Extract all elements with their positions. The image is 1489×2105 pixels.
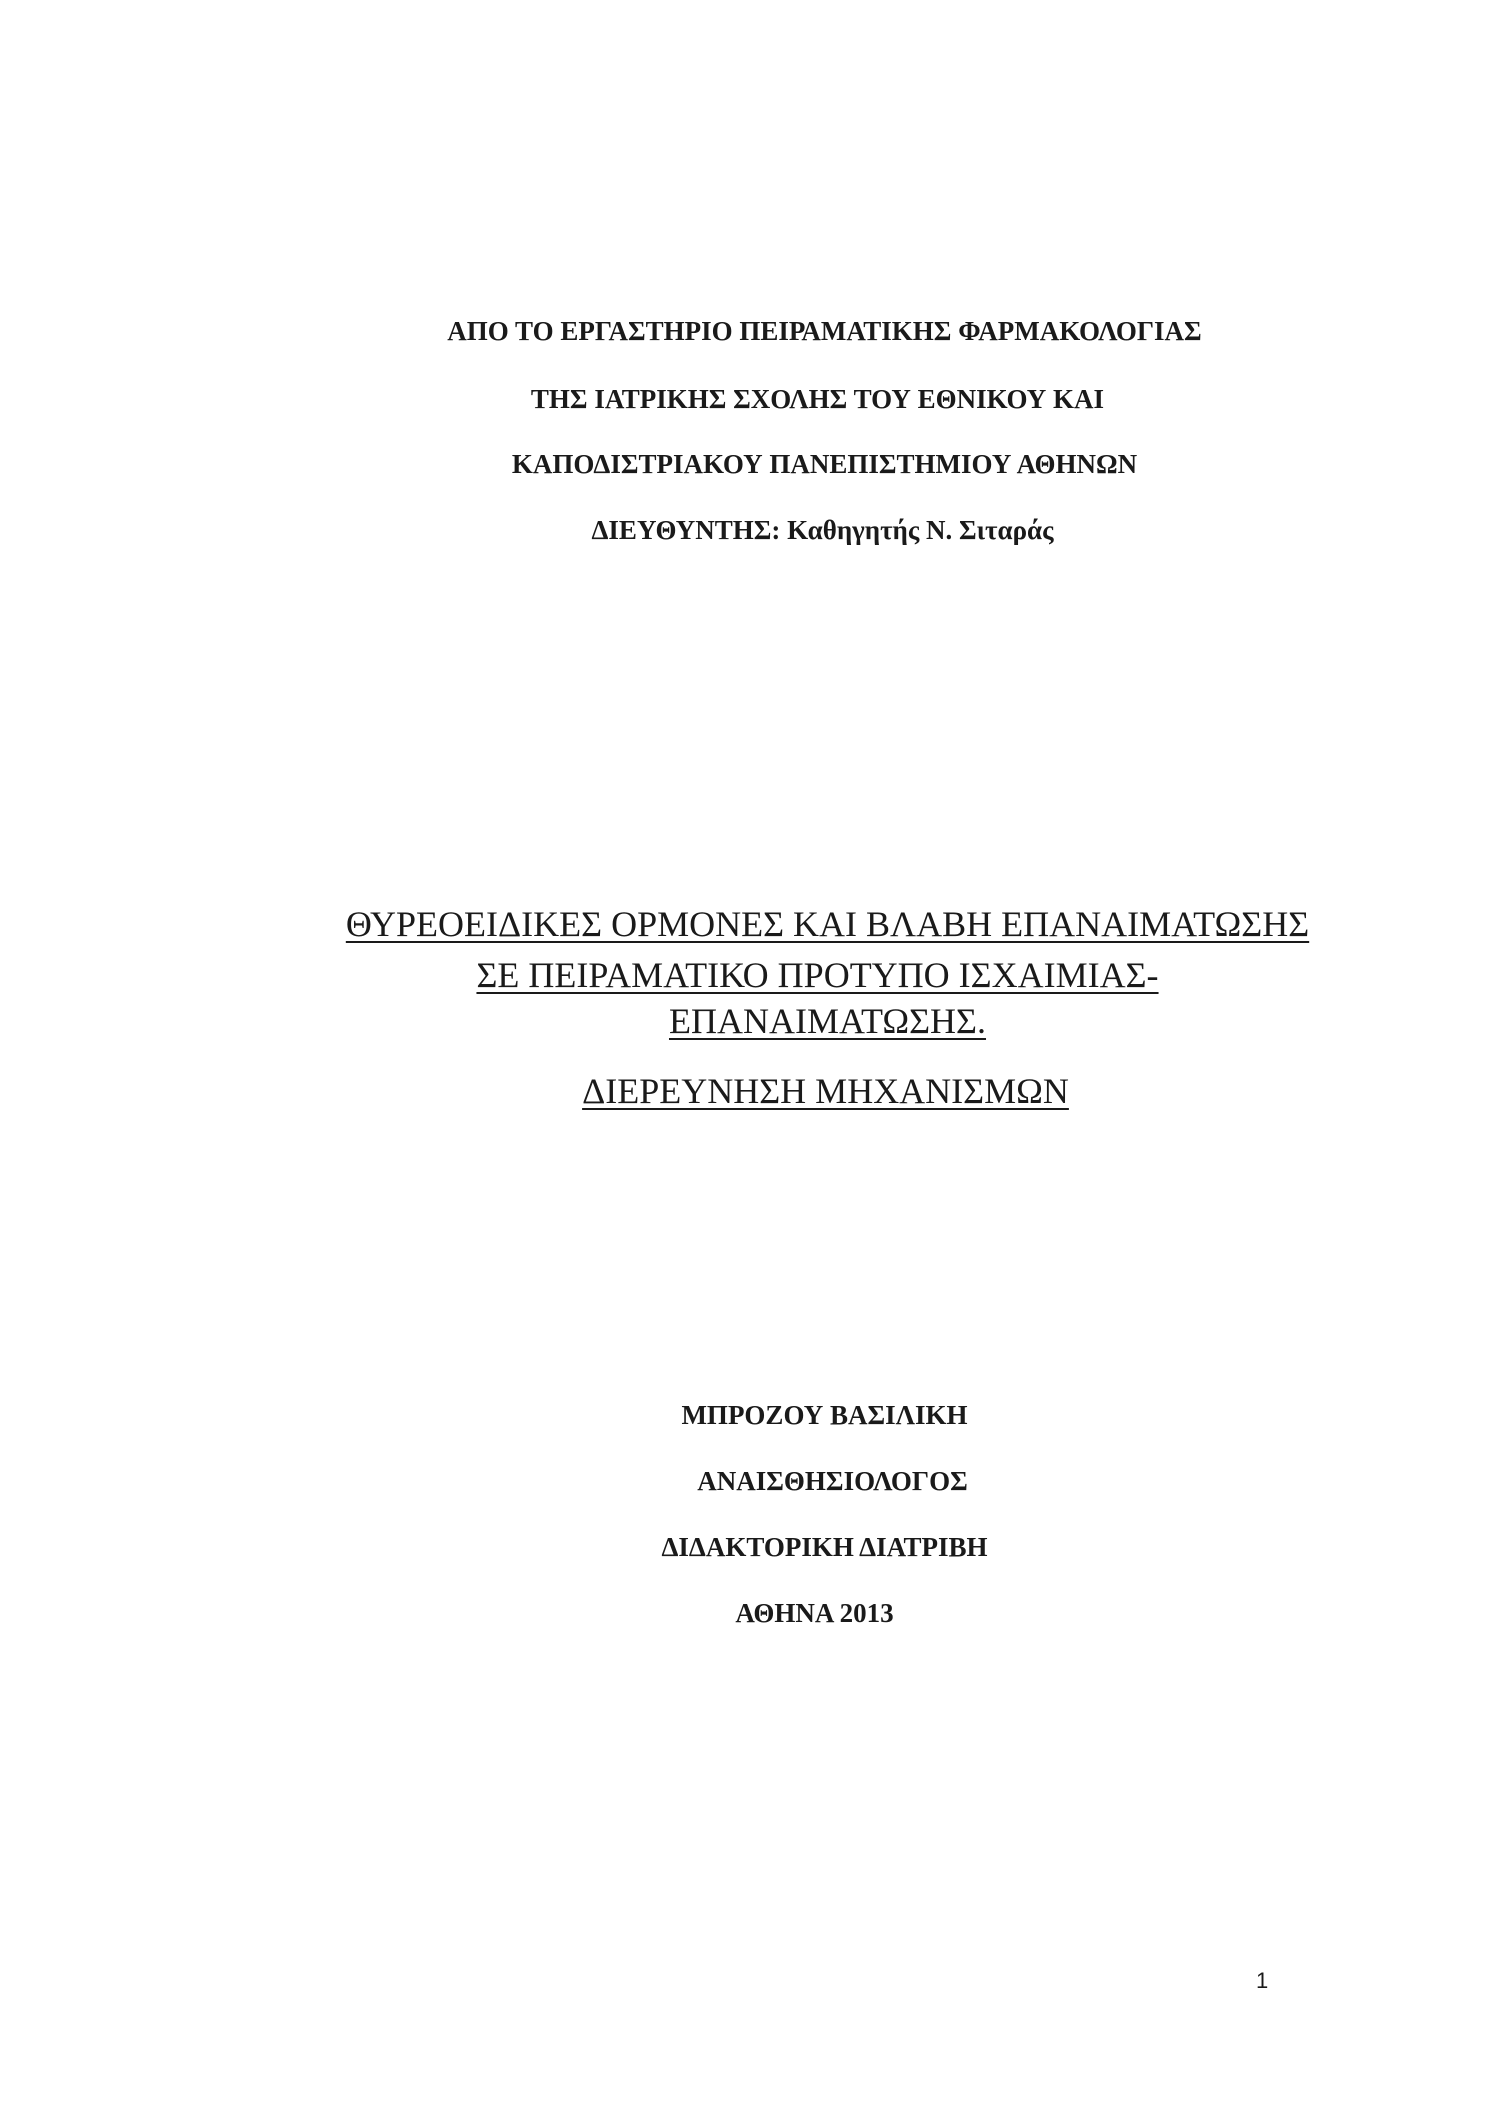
document-type: ΔΙΔΑΚΤΟΡΙΚΗ ΔΙΑΤΡΙΒΗ [661, 1532, 988, 1562]
author-name: ΜΠΡΟΖΟΥ ΒΑΣΙΛΙΚΗ [681, 1400, 968, 1430]
header-line-director: ΔΙΕΥΘΥΝΤΗΣ: Καθηγητής Ν. Σιταράς [591, 515, 1054, 545]
author-specialty: ΑΝΑΙΣΘΗΣΙΟΛΟΓΟΣ [697, 1466, 968, 1496]
place-year: ΑΘΗΝΑ 2013 [735, 1598, 894, 1628]
header-line-medical-school: ΤΗΣ ΙΑΤΡΙΚΗΣ ΣΧΟΛΗΣ ΤΟΥ ΕΘΝΙΚΟΥ ΚΑΙ [530, 384, 1105, 414]
thesis-title-line-1: ΘΥΡΕΟΕΙΔΙΚΕΣ ΟΡΜΟΝΕΣ ΚΑΙ ΒΛΑΒΗ ΕΠΑΝΑΙΜΑΤΩΣΗΣ [345, 904, 1310, 944]
thesis-title-line-3: ΕΠΑΝΑΙΜΑΤΩΣΗΣ. [668, 1001, 987, 1041]
thesis-subtitle: ΔΙΕΡΕΥΝΗΣΗ ΜΗΧΑΝΙΣΜΩΝ [582, 1071, 1069, 1111]
header-line-university: ΚΑΠΟΔΙΣΤΡΙΑΚΟΥ ΠΑΝΕΠΙΣΤΗΜΙΟΥ ΑΘΗΝΩΝ [511, 449, 1138, 479]
page-number: 1 [1256, 1968, 1269, 1993]
header-line-laboratory: ΑΠΟ ΤΟ ΕΡΓΑΣΤΗΡΙΟ ΠΕΙΡΑΜΑΤΙΚΗΣ ΦΑΡΜΑΚΟΛΟΓΙΑΣ [447, 316, 1202, 346]
thesis-title-line-2: ΣΕ ΠΕΙΡΑΜΑΤΙΚΟ ΠΡΟΤΥΠΟ ΙΣΧΑΙΜΙΑΣ- [476, 955, 1159, 995]
